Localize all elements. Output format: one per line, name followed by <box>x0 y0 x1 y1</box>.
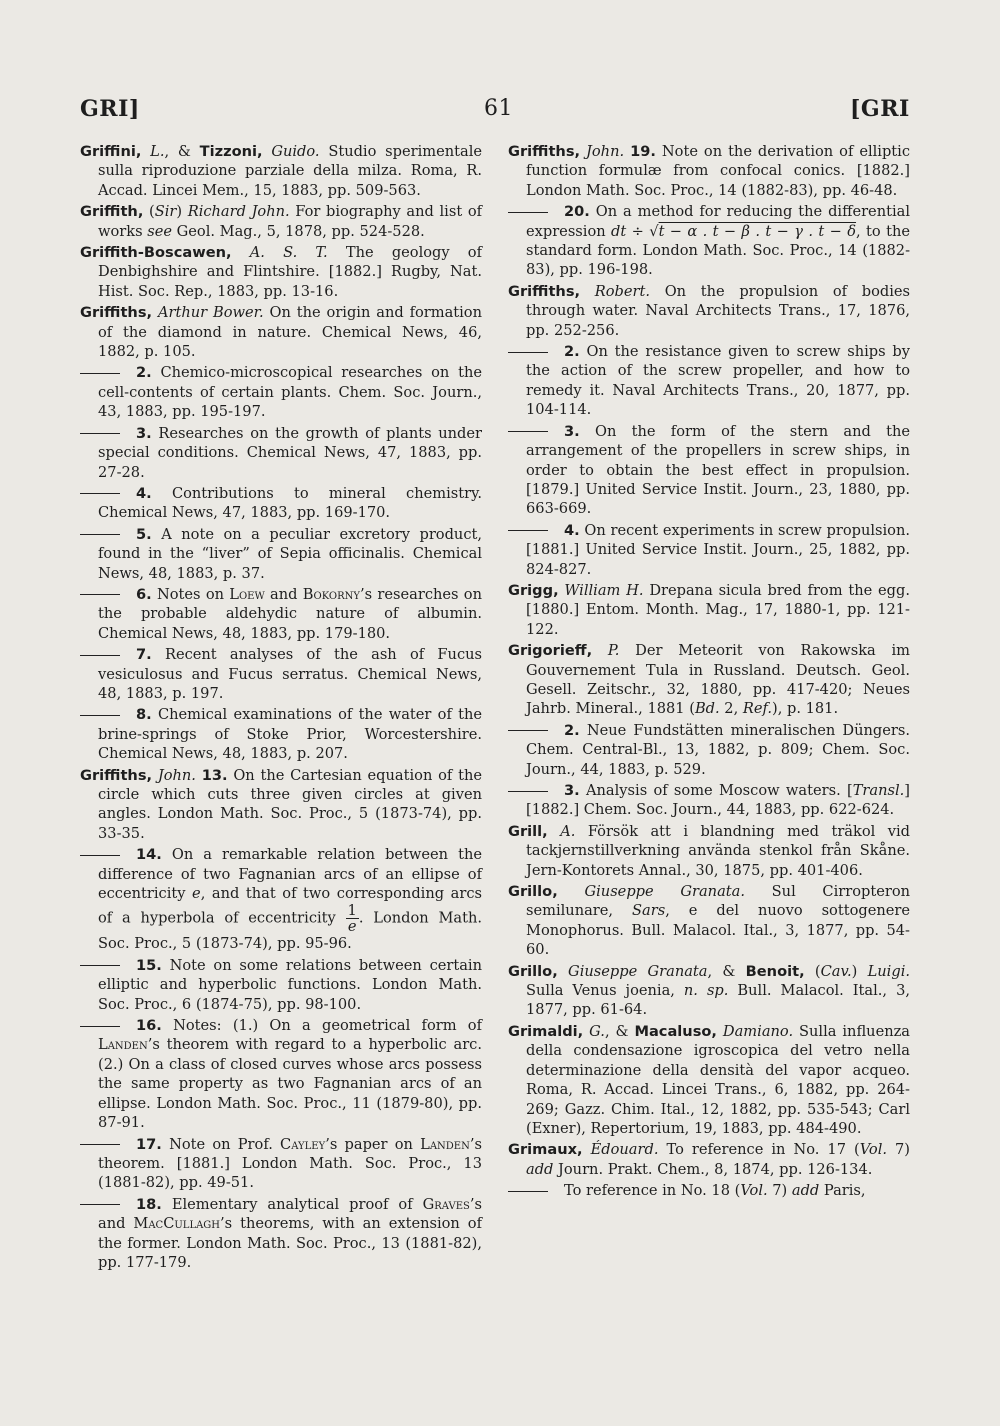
entry-text: . London Math. Soc. Proc., 5 (1873-74), pp. 95-96. <box>98 909 482 953</box>
entry-text: ’s theorem with regard to a hyperbolic arc. (2.) On a class of closed curves whose arcs possess the same property as two Fagnanian arcs of an ellipse. London Math. Soc. Proc., 11 (1879-80), pp. 87-91. <box>98 1036 482 1132</box>
author-surname: Grimaldi, <box>508 1022 584 1040</box>
bibliography-entry <box>80 243 482 301</box>
entry-text: , and that of two corresponding arcs of a hyperbola of eccentricity <box>98 885 482 927</box>
entry-text: On recent experiments in screw propulsion. [1881.] United Service Instit. Journ., 25, 1882, pp. 824-827. <box>526 521 910 578</box>
fraction <box>346 903 359 934</box>
entry-text: ’s theorems, with an extension of the former. London Math. Soc. Proc., 13 (1881-82), pp. 177-179. <box>98 1215 482 1271</box>
author-surname: Griffith, <box>80 203 144 221</box>
entry-number: 2. <box>136 364 152 382</box>
entry-text: On the resistance given to screw ships by the action of the screw propeller, and how to remedy it. Naval Architects Trans., 20, 1877, pp. 104-114. <box>526 343 911 419</box>
entry-text: Elementary analytical proof of <box>171 1195 423 1213</box>
entry-number: 5. <box>136 525 152 543</box>
ditto-dash <box>80 594 120 595</box>
author-surname: Grillo, <box>508 883 558 901</box>
entry-text: A note on a peculiar excretory product, found in the “liver” of Sepia officinalis. Chemical News, 48, 1883, p. 37. <box>98 525 482 582</box>
smallcaps-name: Landen <box>98 1036 148 1054</box>
entry-text: On the form of the stern and the arrangement of the propellers in screw ships, in order to obtain the best effect in propulsion. [1879.] United Service Instit. Journ., 23, 1880, pp. 663-669. <box>526 422 910 518</box>
bibliography-entry <box>508 962 910 1020</box>
ditto-dash <box>80 655 120 656</box>
italic-text: Giuseppe Granata. <box>584 883 745 901</box>
entry-text: On the propulsion of bodies through water. Naval Architects Trans., 17, 1876, pp. 252-256. <box>526 282 911 339</box>
coauthor-surname: Macaluso, <box>634 1022 717 1040</box>
entry-text: 7) <box>767 1182 792 1200</box>
italic-text: John. <box>586 143 625 160</box>
bibliography-entry <box>80 766 482 844</box>
entry-text: Researches on the growth of plants under special conditions. Chemical News, 47, 1883, pp. 27-28. <box>98 424 483 481</box>
author-surname: Griffiths, <box>80 766 153 784</box>
entry-number: 3. <box>564 422 580 440</box>
entry-text: ) <box>176 203 188 221</box>
entry-text: ’s paper on <box>325 1135 421 1153</box>
entry-text: 2, <box>719 700 743 718</box>
smallcaps-name: Graves <box>422 1195 470 1213</box>
ditto-dash <box>80 1144 120 1145</box>
author-surname: Griffith-Boscawen, <box>80 244 232 262</box>
bibliography-entry <box>508 882 910 960</box>
entry-number: 15. <box>136 956 162 974</box>
smallcaps-name: Bokorny <box>302 585 360 603</box>
entry-text: , & <box>604 1022 635 1040</box>
entry-text: ÷ √ <box>626 222 659 240</box>
entry-number: 3. <box>136 424 152 442</box>
entry-text: ( <box>149 203 155 221</box>
italic-text: Sir <box>154 203 177 221</box>
entry-text: , & <box>707 962 746 980</box>
bibliography-entry <box>508 521 910 579</box>
bibliography-entry <box>80 363 482 421</box>
running-head-right: [GRI <box>850 96 910 122</box>
italic-text: dt <box>611 222 627 240</box>
bibliography-entry <box>508 202 910 280</box>
author-surname: Grigorieff, <box>508 642 593 660</box>
author-surname: Grillo, <box>508 962 558 980</box>
entry-number: 16. <box>136 1017 162 1035</box>
italic-text: L. <box>150 143 165 160</box>
entry-text: On a method for reducing the differential expression <box>526 203 910 240</box>
italic-text: see <box>147 222 172 240</box>
entry-text: ) <box>851 962 868 980</box>
bibliography-entry <box>508 422 910 519</box>
fraction-denominator: e <box>347 918 357 936</box>
entry-text: Recent analyses of the ash of Fucus vesiculosus and Fucus serratus. Chemical News, 48, 1883, p. 197. <box>98 646 483 702</box>
entry-text: To reference in No. 17 ( <box>658 1141 860 1159</box>
italic-text: Damiano. <box>722 1022 794 1040</box>
entry-number: 7. <box>136 646 152 664</box>
author-surname: Griffiths, <box>508 282 581 300</box>
italic-text: Giuseppe Granata <box>568 962 708 980</box>
italic-text: A. S. T. <box>249 244 328 262</box>
ditto-dash <box>508 352 548 353</box>
entry-text: To reference in No. 18 ( <box>564 1182 741 1200</box>
italic-text: A. <box>560 822 576 840</box>
italic-text: William H. <box>564 581 644 599</box>
italic-text: Transl. <box>852 782 905 799</box>
entry-text: For biography and list of works <box>98 203 483 240</box>
ditto-dash <box>508 212 548 213</box>
bibliography-entry <box>80 585 482 643</box>
bibliography-entry <box>80 303 482 361</box>
entry-text: Neue Fundstätten mineralischen Düngers. Chem. Central-Bl., 13, 1882, p. 809; Chem. Soc. Journ., 44, 1883, p. 529. <box>526 721 910 778</box>
bibliography-entry <box>80 142 482 200</box>
coauthor-surname: 19. <box>630 143 656 160</box>
entry-number: 4. <box>136 484 152 502</box>
entry-text: Drepana sicula bred from the egg. [1880.] Entom. Month. Mag., 17, 1880-1, pp. 121-122. <box>526 581 910 638</box>
bibliography-entry <box>508 1140 910 1179</box>
entry-text: Der Meteorit von Rakowska im Gouvernement Tula in Russland. Deutsch. Geol. Gesell. Zeitschr., 32, 1880, pp. 417-420; Neues Jahrb. Mineral., 1881 ( <box>526 642 910 718</box>
italic-text: John. <box>157 766 196 784</box>
italic-text: Robert. <box>594 282 650 300</box>
coauthor-surname: Benoit, <box>745 962 805 980</box>
ditto-dash <box>80 1026 120 1027</box>
bibliography-entry <box>80 845 482 954</box>
entry-text: , & <box>164 143 200 160</box>
entry-number: 8. <box>136 706 152 724</box>
entry-text: and <box>264 585 303 603</box>
coauthor-surname: 13. <box>201 766 228 784</box>
ditto-dash <box>508 431 548 432</box>
entry-text: ’s and <box>98 1195 482 1233</box>
bibliography-entry <box>508 1181 910 1200</box>
ditto-dash <box>80 433 120 434</box>
entry-number: 14. <box>136 846 162 864</box>
entry-text: ] [1882.] Chem. Soc. Journ., 44, 1883, pp. 622-624. <box>526 782 910 819</box>
bibliography-entry <box>80 1195 482 1273</box>
ditto-dash <box>80 493 120 494</box>
entry-text: Contributions to mineral chemistry. Chemical News, 47, 1883, pp. 169-170. <box>98 484 483 522</box>
bibliography-entry <box>80 705 482 763</box>
bibliography-entry <box>508 1022 910 1138</box>
bibliography-entry <box>80 1016 482 1132</box>
entry-text: Journ. Prakt. Chem., 8, 1874, pp. 126-134. <box>553 1160 873 1178</box>
entry-text: Note on some relations between certain elliptic and hyperbolic functions. London Math. Soc. Proc., 6 (1874-75), pp. 98-100. <box>98 956 482 1013</box>
italic-text: Guido. <box>271 143 320 160</box>
ditto-dash <box>508 530 548 531</box>
author-surname: Griffini, <box>80 143 142 160</box>
left-column <box>80 142 482 1274</box>
ditto-dash <box>80 534 120 535</box>
italic-text: Arthur Bower. <box>157 304 264 322</box>
author-surname: Griffiths, <box>80 304 153 322</box>
entry-text: ’s theorem. [1881.] London Math. Soc. Proc., 13 (1881-82), pp. 49-51. <box>98 1135 482 1192</box>
entry-text: Studio sperimentale sulla riproduzione parziale della milza. Roma, R. Accad. Lincei Mem., 15, 1883, pp. 509-563. <box>98 143 482 199</box>
entry-text: ’s researches on the probable aldehydic nature of albumin. Chemical News, 48, 1883, pp. 179-180. <box>98 585 482 642</box>
entry-text: Geol. Mag., 5, 1878, pp. 524-528. <box>172 222 425 240</box>
entry-text: ( <box>804 962 821 980</box>
ditto-dash <box>80 1204 120 1205</box>
entry-text: Note on the derivation of elliptic function formulæ from confocal conics. [1882.] London Math. Soc. Proc., 14 (1882-83), pp. 46-48. <box>526 143 911 199</box>
smallcaps-name: MacCullagh <box>133 1215 221 1233</box>
entry-text: On a remarkable relation between the difference of two Fagnanian arcs of an ellipse of eccentricity <box>98 846 482 903</box>
bibliography-entry <box>80 1135 482 1193</box>
author-surname: Grimaux, <box>508 1141 583 1159</box>
ditto-dash <box>80 965 120 966</box>
entry-text: Chemical examinations of the water of the brine-springs of Stoke Prior, Worcestershire. Chemical News, 48, 1883, p. 207. <box>98 706 482 763</box>
author-surname: Grill, <box>508 822 548 840</box>
entry-text: , to the standard form. London Math. Soc. Proc., 14 (1882-83), pp. 196-198. <box>526 222 910 279</box>
bibliography-entry <box>80 484 482 523</box>
entry-number: 17. <box>136 1135 162 1153</box>
entry-text: Sulla influenza della condensazione igroscopica del vetro nella determinazione della densità del vapor acqueo. Roma, R. Accad. Lincei Trans., 6, 1882, pp. 264-269; Gazz. Chim. Ital., 12, 1882, pp. 535-543; Carl (Exner), Repertorium, 19, 1883, pp. 484-490. <box>526 1022 911 1137</box>
bibliography-entry <box>508 781 910 820</box>
entry-text: Notes: (1.) On a geometrical form of <box>173 1017 482 1035</box>
bibliography-entry <box>80 202 482 241</box>
entry-text: Bull. Malacol. Ital., 3, 1877, pp. 61-64. <box>526 982 910 1019</box>
entry-text: Notes on <box>157 585 230 603</box>
ditto-dash <box>508 1191 548 1192</box>
right-column <box>508 142 910 1203</box>
fraction-numerator: 1 <box>347 902 357 920</box>
smallcaps-name: Cayley <box>280 1135 326 1153</box>
italic-text: Cav. <box>820 962 852 980</box>
entry-text: ), p. 181. <box>772 700 839 718</box>
entry-number: 3. <box>564 782 580 799</box>
bibliography-entry <box>80 956 482 1014</box>
bibliography-entry <box>508 641 910 719</box>
italic-text: Luigi. <box>867 962 910 980</box>
entry-number: 20. <box>564 203 590 221</box>
italic-text: Vol. <box>859 1141 887 1159</box>
radicand: t − α . t − β . t − γ . t − δ <box>658 222 857 240</box>
bibliography-entry <box>508 342 910 420</box>
bibliography-entry <box>508 581 910 639</box>
italic-text: Édouard. <box>590 1141 659 1159</box>
bibliography-entry <box>80 645 482 703</box>
entry-text: 7) <box>887 1141 910 1159</box>
italic-text: n. sp. <box>683 982 729 1000</box>
italic-text: add <box>526 1160 554 1178</box>
entry-number: 6. <box>136 585 152 603</box>
entry-text: On the Cartesian equation of the circle which cuts three given circles at given angles. London Math. Soc. Proc., 5 (1873-74), pp. 33-35. <box>98 766 482 842</box>
author-surname: Grigg, <box>508 581 559 599</box>
entry-text: , e del nuovo sottogenere Monophorus. Bull. Malacol. Ital., 3, 1877, pp. 54-60. <box>526 902 910 959</box>
bibliography-entry <box>508 721 910 779</box>
entry-number: 4. <box>564 521 580 539</box>
entry-text: Försök att i blandning med träkol vid tackjernstillverkning använda stenkol från Skåne. Jern-Kontorets Annal., 30, 1875, pp. 401-406. <box>526 822 910 879</box>
entry-number: 18. <box>136 1195 162 1213</box>
bibliography-entry <box>508 142 910 200</box>
italic-text: G. <box>589 1022 605 1040</box>
ditto-dash <box>508 791 548 792</box>
italic-text: Bd. <box>694 700 720 718</box>
entry-text <box>263 143 272 160</box>
ditto-dash <box>80 855 120 856</box>
ditto-dash <box>80 373 120 374</box>
italic-text: add <box>791 1182 820 1200</box>
author-surname: Griffiths, <box>508 143 581 160</box>
entry-text: Paris, <box>819 1182 866 1200</box>
smallcaps-name: Loew <box>229 585 265 603</box>
entry-number: 2. <box>564 343 580 361</box>
entry-text: On the origin and formation of the diamond in nature. Chemical News, 46, 1882, p. 105. <box>98 304 482 361</box>
bibliography-entry <box>80 525 482 583</box>
italic-text: Sars <box>632 902 666 920</box>
smallcaps-name: Landen <box>420 1135 470 1153</box>
ditto-dash <box>80 715 120 716</box>
bibliography-entry <box>508 822 910 880</box>
italic-text: P. <box>607 642 620 660</box>
running-head-left: GRI] <box>80 96 140 122</box>
entry-text: Chemico-microscopical researches on the cell-contents of certain plants. Chem. Soc. Journ., 43, 1883, pp. 195-197. <box>98 364 482 421</box>
coauthor-surname: Tizzoni, <box>199 143 263 160</box>
bibliography-entry <box>508 282 910 340</box>
italic-text: Richard John. <box>187 203 290 221</box>
entry-text: Analysis of some Moscow waters. [ <box>585 782 853 799</box>
entry-text: The geology of Denbighshire and Flintshire. [1882.] Rugby, Nat. Hist. Soc. Rep., 1883, pp. 13-16. <box>98 244 482 300</box>
italic-text: e <box>192 885 201 903</box>
entry-number: 2. <box>564 721 580 739</box>
page-number: 61 <box>484 96 513 121</box>
bibliography-entry <box>80 424 482 482</box>
italic-text: Ref. <box>742 700 773 718</box>
entry-text: Sul Cirropteron semilunare, <box>526 883 911 920</box>
entry-text: Note on Prof. <box>169 1135 281 1153</box>
italic-text: Vol. <box>740 1182 768 1200</box>
entry-text: Sulla Venus joenia, <box>526 982 684 1000</box>
ditto-dash <box>508 730 548 731</box>
